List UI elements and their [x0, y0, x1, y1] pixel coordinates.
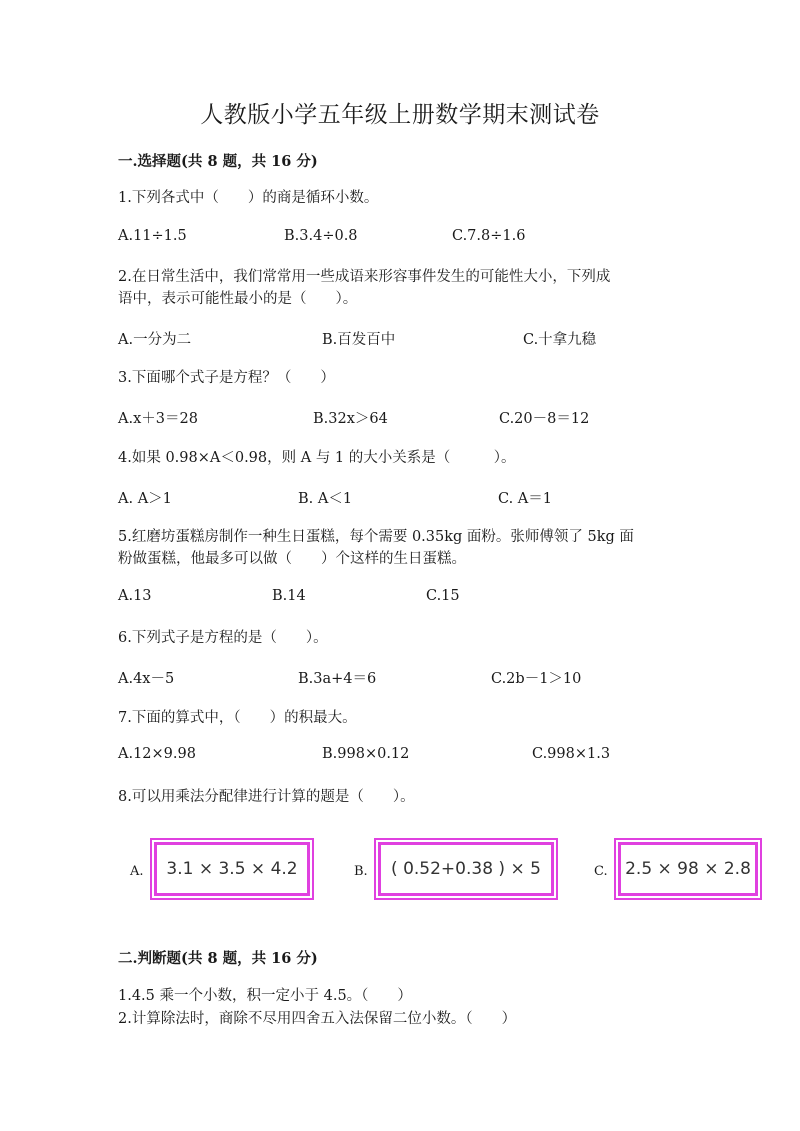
question-4-option-c: C. A＝1 [498, 491, 552, 507]
question-5-text-line-1: 5.红磨坊蛋糕房制作一种生日蛋糕，每个需要 0.35kg 面粉。张师傅领了 5kg 面 [118, 529, 634, 545]
option-c-label: C. [594, 864, 608, 879]
option-a-expression-box: 3.1 × 3.5 × 4.2 [154, 842, 310, 896]
question-5-option-b: B.14 [272, 588, 306, 604]
question-1-option-c: C.7.8÷1.6 [452, 228, 526, 244]
section-heading-choice: 一.选择题(共 8 题，共 16 分) [118, 153, 318, 170]
option-a-label: A. [130, 864, 144, 879]
question-7-option-a: A.12×9.98 [118, 746, 196, 762]
question-4-text: 4.如果 0.98×A＜0.98，则 A 与 1 的大小关系是（ ）。 [118, 450, 516, 466]
question-7-option-b: B.998×0.12 [322, 746, 410, 762]
question-3-text: 3.下面哪个式子是方程？（ ） [118, 370, 335, 386]
question-2-option-b: B.百发百中 [322, 332, 396, 348]
question-5-text-line-2: 粉做蛋糕，他最多可以做（ ）个这样的生日蛋糕。 [118, 551, 466, 567]
question-6-text: 6.下列式子是方程的是（ ）。 [118, 630, 328, 646]
question-2-text-line-1: 2.在日常生活中，我们常常用一些成语来形容事件发生的可能性大小，下列成 [118, 269, 611, 285]
question-6-option-c: C.2b－1＞10 [491, 671, 582, 687]
question-1-text: 1.下列各式中（ ）的商是循环小数。 [118, 190, 379, 206]
question-3-option-b: B.32x＞64 [313, 411, 388, 427]
question-5-option-a: A.13 [118, 588, 152, 604]
judgment-2-text: 2.计算除法时，商除不尽用四舍五入法保留二位小数。（ ） [118, 1011, 517, 1027]
question-3-option-a: A.x＋3＝28 [118, 411, 198, 427]
question-7-option-c: C.998×1.3 [532, 746, 611, 762]
question-3-option-c: C.20－8＝12 [499, 411, 590, 427]
question-5-option-c: C.15 [426, 588, 460, 604]
question-1-option-b: B.3.4÷0.8 [284, 228, 358, 244]
question-2-option-a: A.一分为二 [118, 332, 192, 348]
question-7-text: 7.下面的算式中，（ ）的积最大。 [118, 710, 357, 726]
option-b-expression-box: ( 0.52+0.38 ) × 5 [378, 842, 554, 896]
question-2-option-c: C.十拿九稳 [523, 332, 597, 348]
question-4-option-a: A. A＞1 [118, 491, 172, 507]
question-6-option-b: B.3a+4＝6 [298, 671, 377, 687]
question-2-text-line-2: 语中，表示可能性最小的是（ ）。 [118, 291, 358, 307]
section-heading-true-false: 二.判断题(共 8 题，共 16 分) [118, 950, 318, 967]
question-6-option-a: A.4x－5 [118, 671, 175, 687]
question-4-option-b: B. A＜1 [298, 491, 353, 507]
question-1-option-a: A.11÷1.5 [118, 228, 187, 244]
page-title: 人教版小学五年级上册数学期末测试卷 [200, 102, 600, 128]
judgment-1-text: 1.4.5 乘一个小数，积一定小于 4.5。（ ） [118, 988, 412, 1004]
option-c-expression-box: 2.5 × 98 × 2.8 [618, 842, 758, 896]
question-8-text: 8.可以用乘法分配律进行计算的题是（ ）。 [118, 789, 415, 805]
option-b-label: B. [354, 864, 368, 879]
